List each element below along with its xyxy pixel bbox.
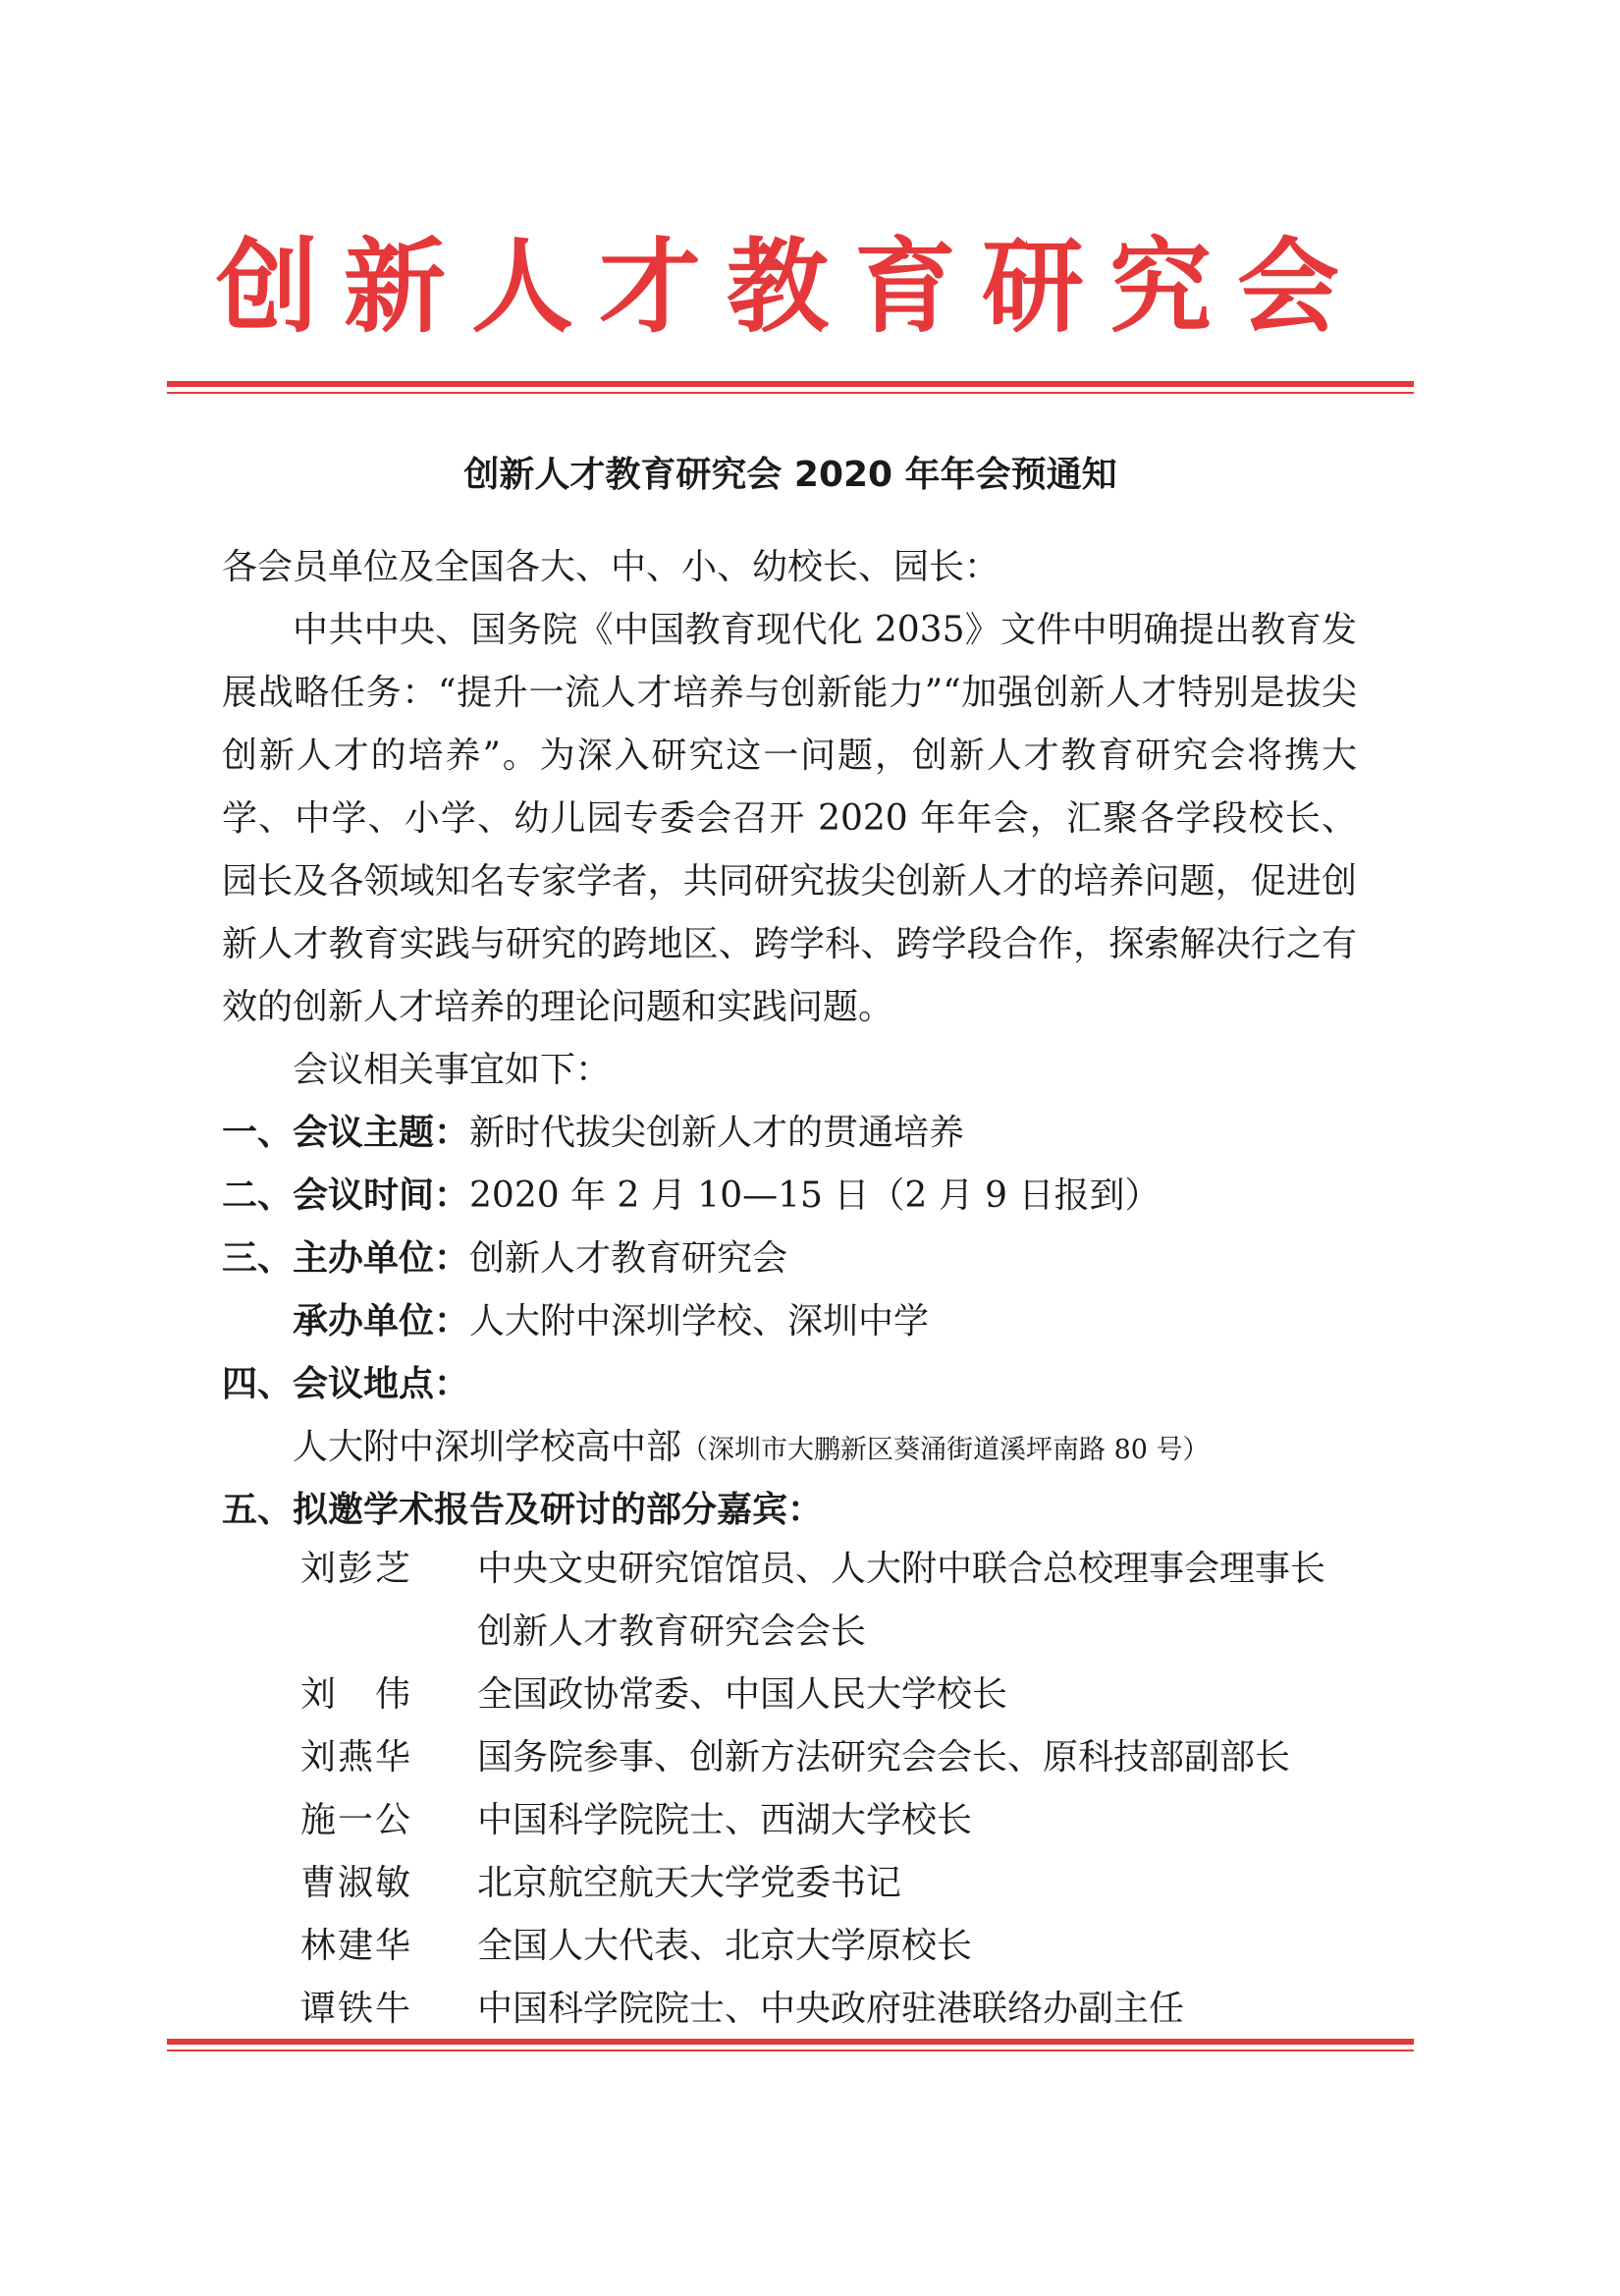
guest-row	[300, 1978, 1184, 2041]
guest-row	[300, 1538, 1325, 1601]
intro-paragraph: 中共中央、国务院《中国教育现代化 2035》文件中明确提出教育发展战略任务：“提升一流人才培养与创新能力”“加强创新人才特别是拔尖创新人才的培养”。为深入研究这一问题，创新人才教育研究会将携大学、中学、小学、幼儿园专委会召开 2020 年年会，汇聚各学段校长、园长及各领域知名专家学者，共同研究拔尖创新人才的培养问题，促进创新人才教育实践与研究的跨地区、跨学科、跨学段合作，探索解决行之有效的创新人才培养的理论问题和实践问题。	[222, 610, 1357, 1027]
guest-role: 中国科学院院士、西湖大学校长	[477, 1800, 973, 1840]
item-guests	[222, 1479, 823, 1542]
guest-row	[300, 1726, 1290, 1789]
venue-line	[293, 1416, 1210, 1482]
guest-row	[300, 1789, 972, 1852]
guest-name: 施一公	[300, 1800, 413, 1840]
guest-role: 中国科学院院士、中央政府驻港联络办副主任	[477, 1989, 1185, 2029]
guest-name: 谭铁牛	[300, 1989, 413, 2029]
guest-role: 全国政协常委、中国人民大学校长	[477, 1674, 1008, 1715]
letterhead-rule-top	[167, 381, 1414, 394]
guest-name: 刘燕华	[300, 1737, 413, 1777]
rule-thin	[167, 2050, 1414, 2051]
footer-rule	[167, 2039, 1414, 2051]
item-organizer-value: 人大附中深圳学校、深圳中学	[469, 1301, 930, 1341]
salutation: 各会员单位及全国各大、中、小、幼校长、园长：	[222, 547, 1000, 587]
rule-thick	[167, 2039, 1414, 2045]
guest-row	[300, 1915, 972, 1978]
item-time-label: 二、会议时间：	[222, 1175, 470, 1216]
venue-address: （深圳市大鹏新区葵涌街道溪坪南路 80 号）	[681, 1435, 1210, 1465]
guest-name: 曹淑敏	[300, 1863, 413, 1903]
item-host-label: 三、主办单位：	[222, 1238, 470, 1279]
item-venue	[222, 1353, 469, 1416]
guest-role: 中央文史研究馆馆员、人大附中联合总校理事会理事长	[477, 1549, 1326, 1589]
guest-name: 林建华	[300, 1926, 413, 1966]
item-theme-label: 一、会议主题：	[222, 1113, 470, 1153]
item-theme-value: 新时代拔尖创新人才的贯通培养	[469, 1113, 965, 1153]
item-time	[222, 1165, 1161, 1228]
item-organizer	[293, 1290, 929, 1353]
guest-role: 北京航空航天大学党委书记	[477, 1863, 902, 1903]
notice-title: 创新人才教育研究会 2020 年年会预通知	[463, 455, 1117, 495]
guest-row	[300, 1664, 1007, 1726]
item-guests-heading: 五、拟邀学术报告及研讨的部分嘉宾：	[222, 1490, 824, 1530]
item-host-value: 创新人才教育研究会	[469, 1238, 788, 1279]
guest-role: 全国人大代表、北京大学原校长	[477, 1926, 973, 1966]
item-host	[222, 1228, 787, 1290]
guest-role: 国务院参事、创新方法研究会会长、原科技部副部长	[477, 1737, 1291, 1777]
item-organizer-label: 承办单位：	[293, 1301, 470, 1341]
lead-sentence: 会议相关事宜如下：	[293, 1050, 612, 1090]
guest-name: 刘 伟	[300, 1674, 413, 1715]
item-venue-label: 四、会议地点：	[222, 1364, 470, 1404]
guest-row	[300, 1852, 901, 1915]
guest-role-continued: 创新人才教育研究会会长	[477, 1612, 867, 1652]
rule-thin	[167, 392, 1414, 394]
rule-thick	[167, 381, 1414, 387]
item-time-value: 2020 年 2 月 10—15 日（2 月 9 日报到）	[469, 1175, 1161, 1216]
venue-name: 人大附中深圳学校高中部	[293, 1427, 682, 1467]
guest-name: 刘彭芝	[300, 1549, 413, 1589]
letterhead-org-name: 创新人才教育研究会	[215, 226, 1365, 347]
item-theme	[222, 1102, 964, 1165]
